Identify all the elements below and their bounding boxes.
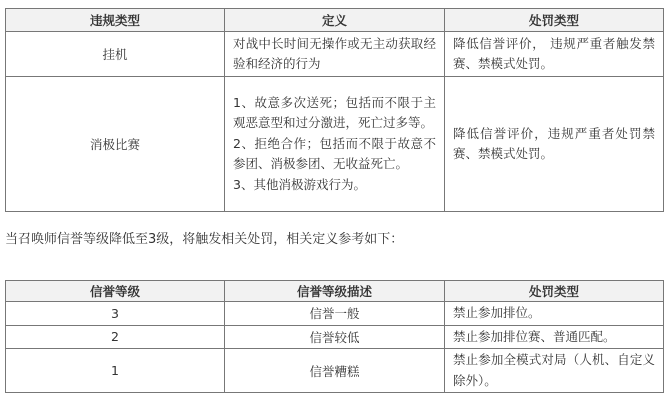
- intro-paragraph: 当召唤师信誉等级降低至3级，将触发相关处罚，相关定义参考如下：: [5, 232, 404, 247]
- penalty-cell: 禁止参加排位。: [445, 302, 664, 326]
- table-row: [6, 32, 664, 77]
- violation-type-cell: 消极比赛: [6, 77, 225, 212]
- credit-description-cell: 信誉一般: [225, 302, 445, 326]
- definition-item: 3、其他消极游戏行为。: [233, 176, 366, 192]
- definition-item: 1、故意多次送死；包括而不限于主观恶意型和过分激进，死亡过多等。: [233, 94, 436, 131]
- credit-level-cell: 1: [6, 349, 225, 393]
- penalty-cell: 降低信誉评价， 违规严重者触发禁赛、禁模式处罚。: [445, 32, 664, 77]
- header-credit-description: 信誉等级描述: [225, 281, 445, 302]
- header-violation-type: 违规类型: [6, 9, 225, 32]
- definition-cell: [225, 77, 445, 212]
- credit-level-table: [5, 280, 664, 393]
- table-row: [6, 302, 664, 326]
- violation-table: [5, 8, 664, 212]
- penalty-cell: 禁止参加全模式对局（人机、自定义除外）。: [445, 349, 664, 393]
- penalty-cell: 禁止参加排位赛、普通匹配。: [445, 325, 664, 349]
- credit-level-cell: 2: [6, 325, 225, 349]
- table-row: [6, 325, 664, 349]
- penalty-cell: 降低信誉评价，违规严重者处罚禁赛、禁模式处罚。: [445, 77, 664, 212]
- table-header-row: [6, 9, 664, 32]
- credit-description-cell: 信誉糟糕: [225, 349, 445, 393]
- credit-level-cell: 3: [6, 302, 225, 326]
- table-row: [6, 77, 664, 212]
- header-penalty-type: 处罚类型: [445, 281, 664, 302]
- violation-type-cell: 挂机: [6, 32, 225, 77]
- definition-cell: 对战中长时间无操作或无主动获取经验和经济的行为: [225, 32, 445, 77]
- definition-item: 2、拒绝合作；包括而不限于故意不参团、消极参团、无收益死亡。: [233, 135, 436, 172]
- header-definition: 定义: [225, 9, 445, 32]
- header-penalty-type: 处罚类型: [445, 9, 664, 32]
- credit-description-cell: 信誉较低: [225, 325, 445, 349]
- header-credit-level: 信誉等级: [6, 281, 225, 302]
- table-header-row: [6, 281, 664, 302]
- table-row: [6, 349, 664, 393]
